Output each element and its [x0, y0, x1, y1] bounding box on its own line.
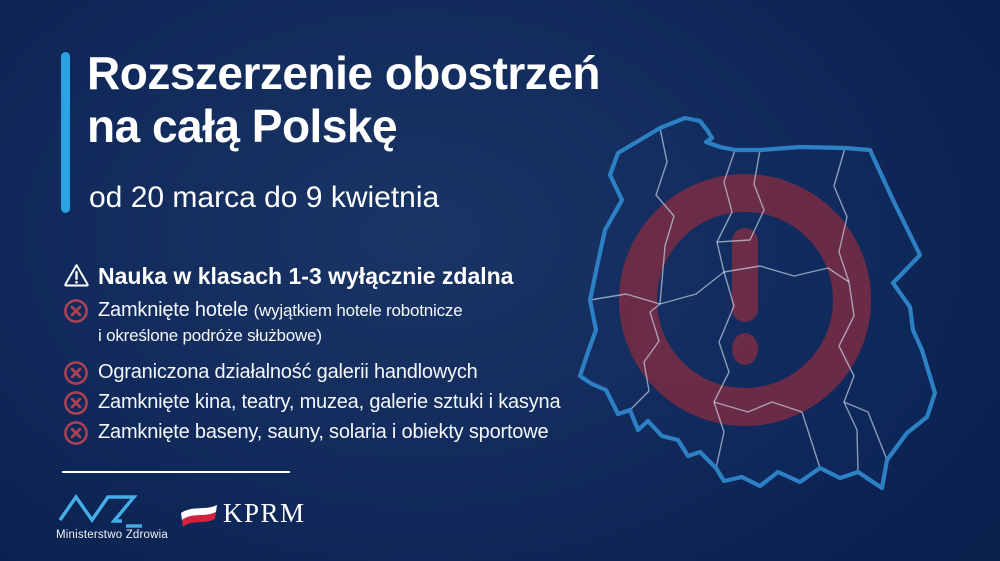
- item-note-line1: (wyjątkiem hotele robotnicze: [253, 301, 463, 320]
- page-title: [87, 47, 600, 153]
- title-line-2: na całą Polskę: [87, 100, 398, 152]
- restriction-item-hotels: [63, 298, 462, 348]
- restriction-item-sport: [63, 420, 548, 446]
- poland-map: [510, 100, 1000, 500]
- item-note-line2: i określone podróże służbowe): [98, 326, 322, 345]
- cross-circle-icon: [63, 420, 90, 446]
- kprm-label: KPRM: [223, 498, 306, 528]
- date-range-subtitle: od 20 marca do 9 kwietnia: [89, 181, 440, 214]
- restriction-item-malls: [63, 360, 478, 386]
- title-line-1: Rozszerzenie obostrzeń: [87, 47, 600, 99]
- restriction-heading-row: [63, 262, 513, 290]
- footer-divider: [62, 471, 290, 473]
- cross-circle-icon: [63, 390, 90, 416]
- restriction-item-text: Zamknięte kina, teatry, muzea, galerie sztuki i kasyna: [98, 391, 561, 413]
- ministry-label: Ministerstwo Zdrowia: [56, 529, 168, 541]
- warning-triangle-icon: [63, 262, 90, 288]
- accent-bar: [61, 52, 70, 213]
- cross-circle-icon: [63, 298, 90, 324]
- item-main-text: Zamknięte hotele: [98, 299, 249, 321]
- restriction-heading-label: Nauka w klasach 1-3 wyłącznie zdalna: [98, 263, 514, 289]
- ministerstwo-zdrowia-logo: [56, 487, 151, 529]
- cross-circle-icon: [63, 360, 90, 386]
- restriction-item-culture: [63, 390, 560, 416]
- restriction-item-text: Zamknięte baseny, sauny, solaria i obiekty sportowe: [98, 421, 549, 443]
- restriction-item-text: Ograniczona działalność galerii handlowych: [98, 361, 478, 383]
- polish-flag-icon: [179, 501, 219, 529]
- restriction-item-text: [98, 298, 462, 348]
